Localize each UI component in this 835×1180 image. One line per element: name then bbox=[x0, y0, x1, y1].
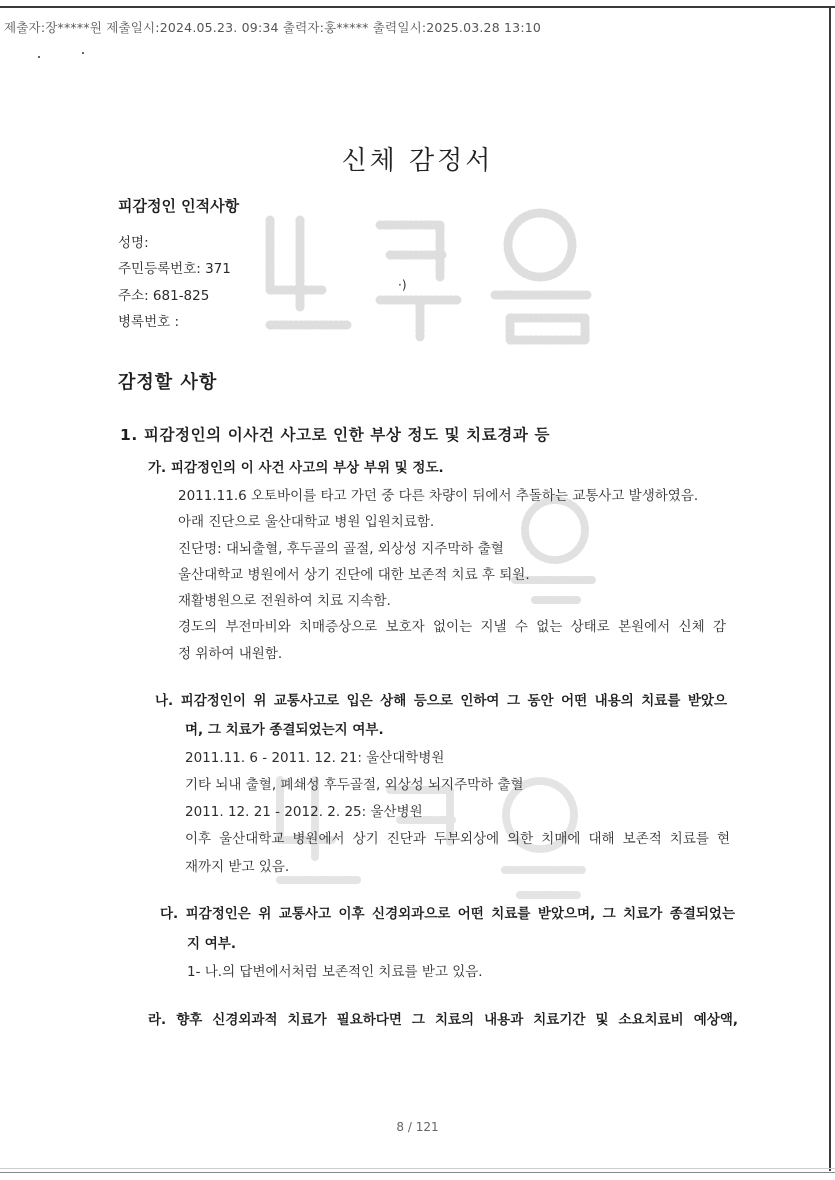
submission-stamp: 제출자:장*****원 제출일시:2024.05.23. 09:34 출력자:홍***** 출력일시:2025.03.28 13:10 bbox=[4, 20, 542, 35]
watermark-graphic bbox=[240, 200, 620, 350]
subject-info-heading: 피감정인 인적사항 bbox=[118, 197, 240, 215]
item-ga-line: 재활병원으로 전원하여 치료 지속함. bbox=[178, 593, 391, 609]
item-ga-heading: 가. 피감정인의 이 사건 사고의 부상 부위 및 정도. bbox=[148, 460, 444, 476]
item-na-heading: 나. 피감정인이 위 교통사고로 입은 상해 등으로 인하여 그 동안 어떤 내용의 치료를 받았으 bbox=[155, 693, 727, 709]
item-na-line: 이후 울산대학교 병원에서 상기 진단과 두부외상에 의한 치매에 대해 보존적 치료를 현 bbox=[185, 831, 730, 847]
stray-mark: ·) bbox=[398, 278, 407, 292]
item-da-heading-cont: 지 여부. bbox=[187, 936, 236, 952]
scan-edge-right bbox=[829, 6, 831, 1171]
scan-speck bbox=[82, 52, 84, 54]
footer-divider bbox=[0, 1168, 835, 1169]
item-da-heading: 다. 피감정인은 위 교통사고 이후 신경외과으로 어떤 치료를 받았으며, 그 치료가 종결되었는 bbox=[160, 906, 735, 922]
item-da-line: 1- 나.의 답변에서처럼 보존적인 치료를 받고 있음. bbox=[187, 964, 483, 980]
item-ga-line: 진단명: 대뇌출혈, 후두골의 골절, 외상성 지주막하 출혈 bbox=[178, 541, 504, 557]
scan-speck bbox=[38, 56, 40, 58]
question-1-heading: 1. 피감정인의 이사건 사고로 인한 부상 정도 및 치료경과 등 bbox=[120, 426, 551, 444]
watermark-graphic bbox=[500, 490, 610, 610]
section-heading: 감정할 사항 bbox=[118, 372, 218, 393]
subject-name-field: 성명: bbox=[118, 235, 149, 251]
item-na-line: 2011. 12. 21 - 2012. 2. 25: 울산병원 bbox=[185, 804, 423, 820]
document-title: 신체 감정서 bbox=[341, 146, 494, 176]
item-na-heading-cont: 며, 그 치료가 종결되었는지 여부. bbox=[185, 722, 384, 738]
item-na-line: 기타 뇌내 출혈, 폐쇄성 후두골절, 외상성 뇌지주막하 출혈 bbox=[185, 777, 524, 793]
page-number: 8 / 121 bbox=[396, 1120, 439, 1134]
item-ga-line: 정 위하여 내원함. bbox=[178, 646, 283, 662]
item-ra-heading: 라. 향후 신경외과적 치료가 필요하다면 그 치료의 내용과 치료기간 및 소요치료비 예상액, bbox=[148, 1012, 738, 1028]
subject-rrn-field: 주민등록번호: 371 bbox=[118, 261, 231, 277]
item-na-line: 2011.11. 6 - 2011. 12. 21: 울산대학병원 bbox=[185, 750, 445, 766]
scan-edge-top bbox=[0, 6, 835, 8]
subject-address-field: 주소: 681-825 bbox=[118, 288, 210, 304]
item-ga-line: 2011.11.6 오토바이를 타고 가던 중 다른 차량이 뒤에서 추돌하는 교통사고 발생하였음. bbox=[178, 488, 699, 504]
subject-record-field: 병록번호 : bbox=[118, 314, 180, 330]
item-ga-line: 아래 진단으로 울산대학교 병원 입원치료함. bbox=[178, 514, 435, 530]
item-ga-line: 경도의 부전마비와 치매증상으로 보호자 없이는 지낼 수 없는 상태로 본원에서 신체 감 bbox=[178, 619, 726, 635]
item-na-line: 재까지 받고 있음. bbox=[185, 859, 290, 875]
scan-edge-left bbox=[0, 1172, 835, 1173]
item-ga-line: 울산대학교 병원에서 상기 진단에 대한 보존적 치료 후 퇴원. bbox=[178, 567, 530, 583]
